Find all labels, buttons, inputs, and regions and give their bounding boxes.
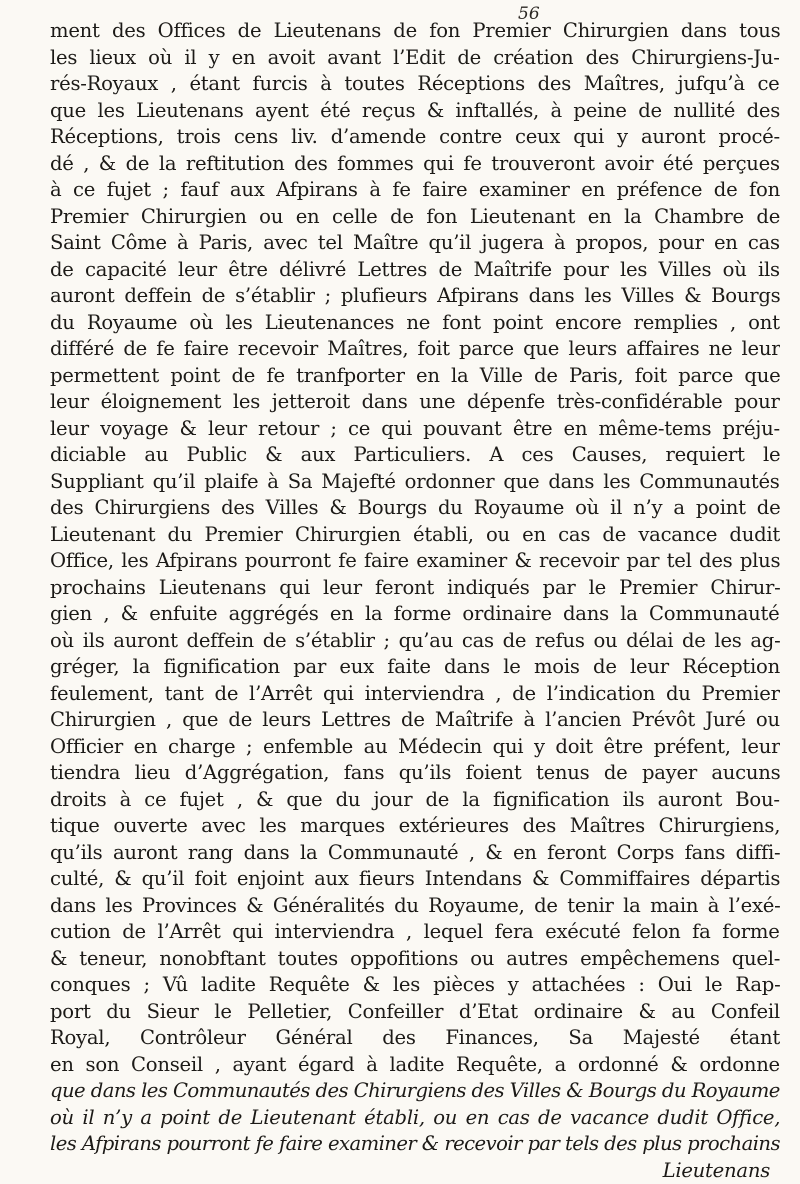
- text-line: port du Sieur le Pelletier, Confeiller d’Etat ordinaire & au Confeil: [50, 999, 780, 1026]
- text-line: à ce fujet ; fauf aux Afpirans à fe faire examiner en préfence de fon: [50, 177, 780, 204]
- text-line: gien , & enfuite aggrégés en la forme ordinaire dans la Communauté: [50, 601, 780, 628]
- text-line: culté, & qu’il foit enjoint aux fieurs Intendans & Commiffaires départis: [50, 866, 780, 893]
- text-line: en son Conseil , ayant égard à ladite Requête, a ordonné & ordonne: [50, 1052, 780, 1079]
- text-line: Lieutenans: [50, 1158, 780, 1184]
- text-line: ment des Offices de Lieutenans de fon Premier Chirurgien dans tous: [50, 18, 780, 45]
- text-line: où ils auront deffein de s’établir ; qu’au cas de refus ou délai de les ag-: [50, 628, 780, 655]
- text-line: auront deffein de s’établir ; plufieurs Afpirans dans les Villes & Bourgs: [50, 283, 780, 310]
- text-line: tiendra lieu d’Aggrégation, fans qu’ils foient tenus de payer aucuns: [50, 760, 780, 787]
- text-line: rés-Royaux , étant furcis à toutes Réceptions des Maîtres, jufqu’à ce: [50, 71, 780, 98]
- text-line: Saint Côme à Paris, avec tel Maître qu’il jugera à propos, pour en cas: [50, 230, 780, 257]
- text-line: de capacité leur être délivré Lettres de Maîtrife pour les Villes où ils: [50, 257, 780, 284]
- text-line: feulement, tant de l’Arrêt qui interviendra , de l’indication du Premier: [50, 681, 780, 708]
- text-line: qu’ils auront rang dans la Communauté , & en feront Corps fans diffi-: [50, 840, 780, 867]
- text-line: Réceptions, trois cens liv. d’amende contre ceux qui y auront procé-: [50, 124, 780, 151]
- text-line: leur éloignement les jetteroit dans une dépenfe très-confidérable pour: [50, 389, 780, 416]
- text-line: droits à ce fujet , & que du jour de la fignification ils auront Bou-: [50, 787, 780, 814]
- text-line: où il n’y a point de Lieutenant établi, ou en cas de vacance dudit Office,: [50, 1105, 780, 1132]
- text-line: Office, les Afpirans pourront fe faire examiner & recevoir par tel des plus: [50, 548, 780, 575]
- text-line: permettent point de fe tranfporter en la Ville de Paris, foit parce que: [50, 363, 780, 390]
- text-line: des Chirurgiens des Villes & Bourgs du Royaume où il n’y a point de: [50, 495, 780, 522]
- text-line: dans les Provinces & Généralités du Royaume, de tenir la main à l’exé-: [50, 893, 780, 920]
- text-line: Premier Chirurgien ou en celle de fon Lieutenant en la Chambre de: [50, 204, 780, 231]
- text-line: Suppliant qu’il plaife à Sa Majefté ordonner que dans les Communautés: [50, 469, 780, 496]
- text-line: gréger, la fignification par eux faite dans le mois de leur Réception: [50, 654, 780, 681]
- text-line: dé , & de la reftitution des fommes qui fe trouveront avoir été perçues: [50, 151, 780, 178]
- text-line: Chirurgien , que de leurs Lettres de Maîtrife à l’ancien Prévôt Juré ou: [50, 707, 780, 734]
- text-line: diciable au Public & aux Particuliers. A ces Causes, requiert le: [50, 442, 780, 469]
- text-line: Officier en charge ; enfemble au Médecin qui y doit être préfent, leur: [50, 734, 780, 761]
- text-line: du Royaume où les Lieutenances ne font point encore remplies , ont: [50, 310, 780, 337]
- text-line: différé de fe faire recevoir Maîtres, foit parce que leurs affaires ne leur: [50, 336, 780, 363]
- body-text: [50, 18, 780, 1184]
- text-line: les Afpirans pourront fe faire examiner & recevoir par tels des plus prochains: [50, 1131, 780, 1158]
- text-line: que dans les Communautés des Chirurgiens des Villes & Bourgs du Royaume: [50, 1078, 780, 1105]
- text-line: & teneur, nonobftant toutes oppofitions ou autres empêchemens quel-: [50, 946, 780, 973]
- text-line: cution de l’Arrêt qui interviendra , lequel fera exécuté felon fa forme: [50, 919, 780, 946]
- text-line: prochains Lieutenans qui leur feront indiqués par le Premier Chirur-: [50, 575, 780, 602]
- text-line: Lieutenant du Premier Chirurgien établi, ou en cas de vacance dudit: [50, 522, 780, 549]
- text-line: tique ouverte avec les marques extérieures des Maîtres Chirurgiens,: [50, 813, 780, 840]
- text-line: Royal, Contrôleur Général des Finances, Sa Majesté étant: [50, 1025, 780, 1052]
- text-line: conques ; Vû ladite Requête & les pièces y attachées : Oui le Rap-: [50, 972, 780, 999]
- text-line: les lieux où il y en avoit avant l’Edit de création des Chirurgiens-Ju-: [50, 45, 780, 72]
- page-number: 56: [518, 4, 540, 24]
- text-line: leur voyage & leur retour ; ce qui pouvant être en même-tems préju-: [50, 416, 780, 443]
- text-line: que les Lieutenans ayent été reçus & inftallés, à peine de nullité des: [50, 98, 780, 125]
